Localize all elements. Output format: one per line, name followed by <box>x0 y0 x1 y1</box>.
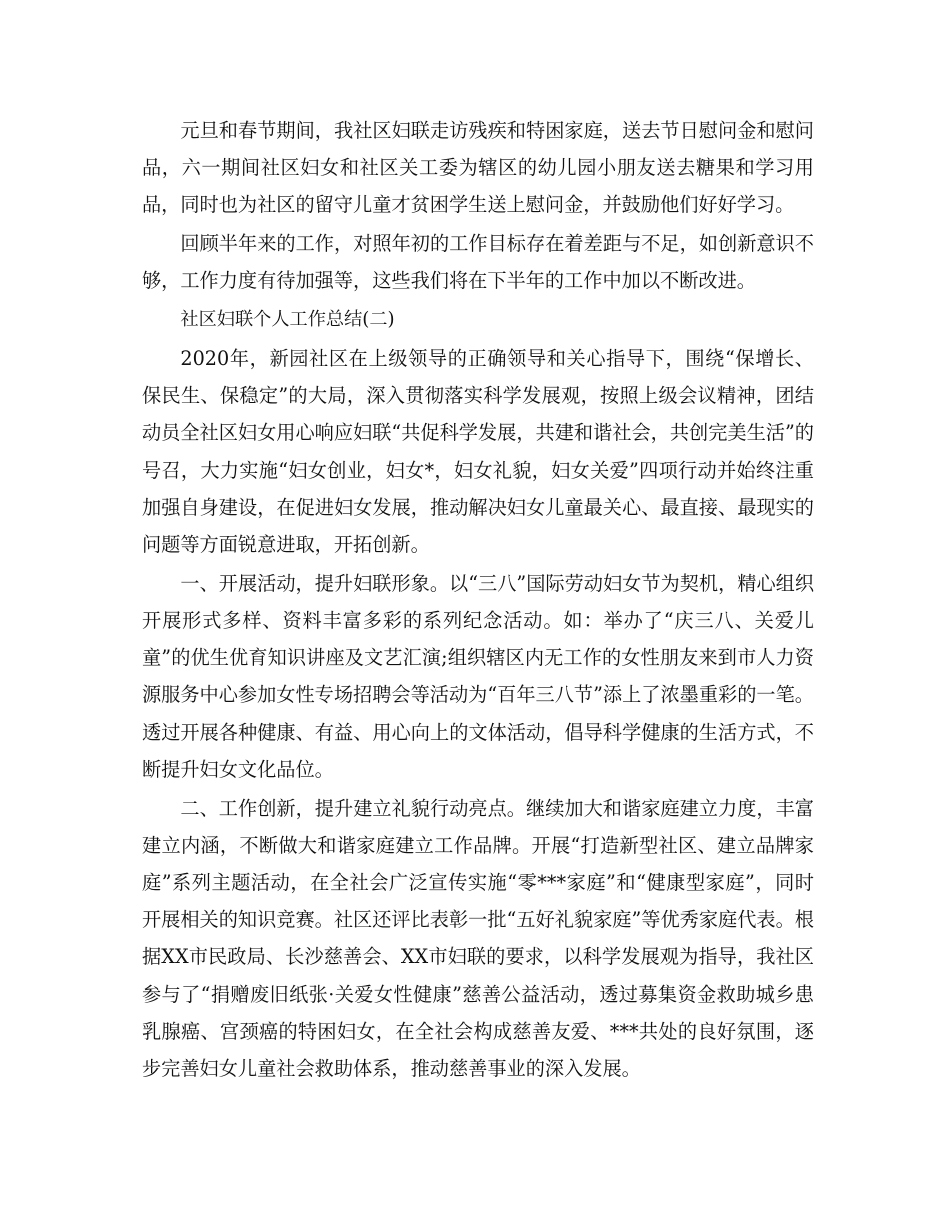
paragraph-review: 回顾半年来的工作，对照年初的工作目标存在着差距与不足，如创新意识不够，工作力度有待加强等，这些我们将在下半年的工作中加以不断改进。 <box>142 232 814 293</box>
paragraph-activities: 一、开展活动，提升妇联形象。以“三八”国际劳动妇女节为契机，精心组织开展形式多样、资料丰富多彩的系列纪念活动。如：举办了“庆三八、关爱儿童”的优生优育知识讲座及文艺汇演;组织辖区内无工作的女性朋友来到市人力资源服务中心参加女性专场招聘会等活动为“百年三八节”添上了浓墨重彩的一笔。透过开展各种健康、有益、用心向上的文体活动，倡导科学健康的生活方式，不断提升妇女文化品位。 <box>142 571 815 781</box>
paragraph-overview-2020: 2020年，新园社区在上级领导的正确领导和关心指导下，围绕“保增长、保民生、保稳定”的大局，深入贯彻落实科学发展观，按照上级会议精神，团结动员全社区妇女用心响应妇联“共促科学发展，共建和谐社会，共创完美生活”的号召，大力实施“妇女创业，妇女*，妇女礼貌，妇女关爱”四项行动并始终注重加强自身建设，在促进妇女发展，推动解决妇女儿童最关心、最直接、最现实的问题等方面锐意进取，开拓创新。 <box>142 347 814 557</box>
paragraph-holiday-visits: 元旦和春节期间，我社区妇联走访残疾和特困家庭，送去节日慰问金和慰问品，六一期间社区妇女和社区关工委为辖区的幼儿园小朋友送去糖果和学习用品，同时也为社区的留守儿童才贫困学生送上慰问金，并鼓励他们好好学习。 <box>142 119 814 217</box>
paragraph-innovation: 二、工作创新，提升建立礼貌行动亮点。继续加大和谐家庭建立力度，丰富建立内涵，不断做大和谐家庭建立工作品牌。开展“打造新型社区、建立品牌家庭”系列主题活动，在全社会广泛宣传实施“零***家庭”和“健康型家庭”，同时开展相关的知识竞赛。社区还评比表彰一批“五好礼貌家庭”等优秀家庭代表。根据XX市民政局、长沙慈善会、XX市妇联的要求，以科学发展观为指导，我社区参与了“捐赠废旧纸张·关爱女性健康”慈善公益活动，透过募集资金救助城乡患乳腺癌、宫颈癌的特困妇女，在全社会构成慈善友爱、***共处的良好氛围，逐步完善妇女儿童社会救助体系，推动慈善事业的深入发展。 <box>142 796 814 1081</box>
section-title: 社区妇联个人工作总结(二) <box>180 309 395 331</box>
document-body <box>142 112 814 1089</box>
